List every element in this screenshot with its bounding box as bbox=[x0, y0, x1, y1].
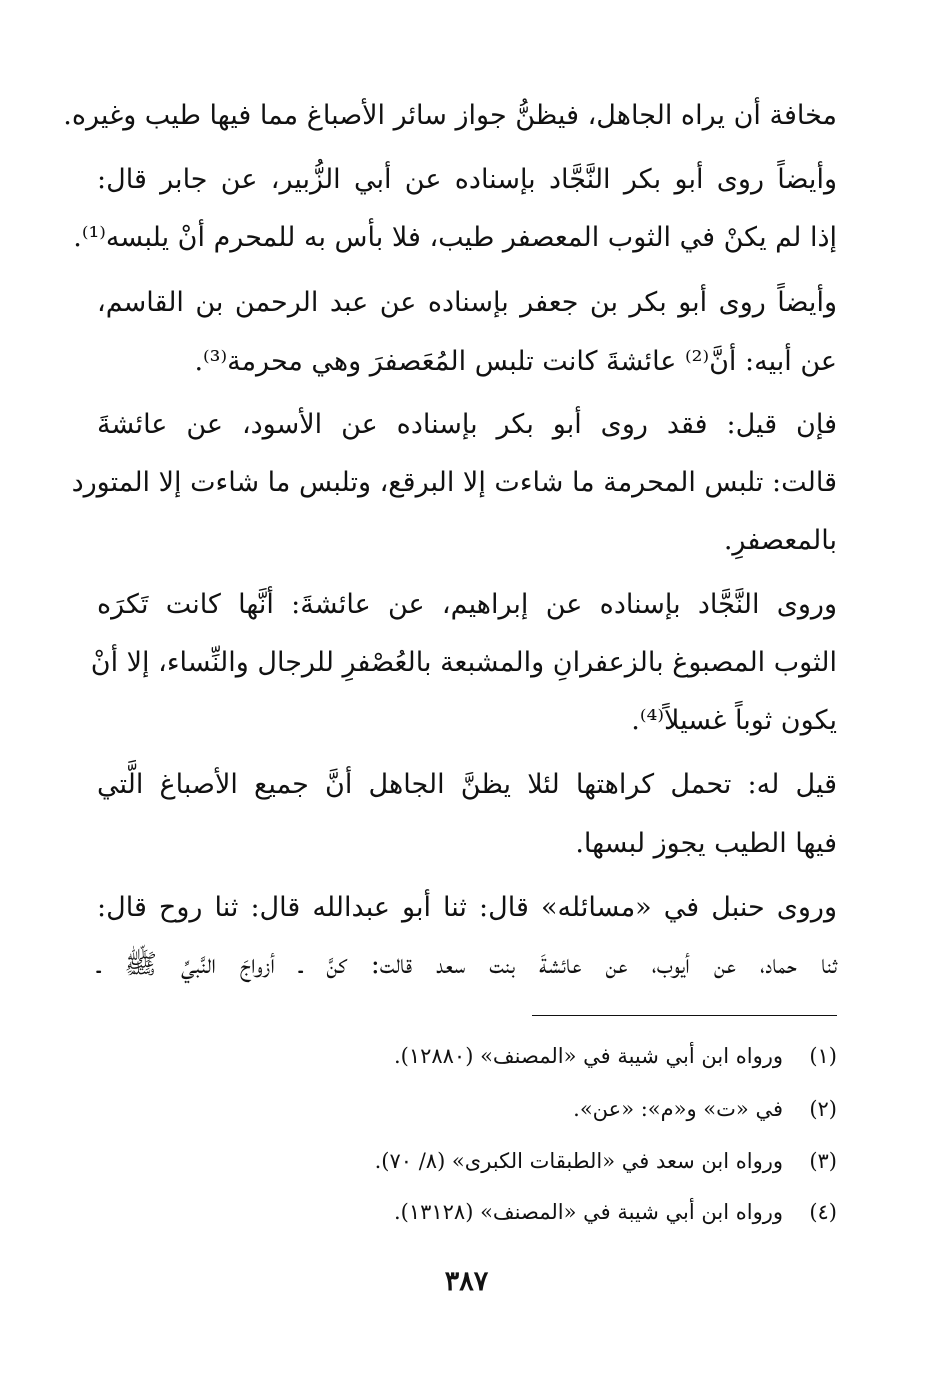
footnote bbox=[97, 1196, 837, 1228]
body-line: عن أبيه: أنَّ⁽²⁾ عائشةَ كانت تلبس المُعَصفرَ وهي محرمة⁽³⁾. bbox=[194, 346, 837, 377]
body-line: الثوب المصبوغ بالزعفرانِ والمشبعة بالعُصْفرِ للرجال والنِّساء، إلا أنْ bbox=[90, 647, 837, 678]
body-line: وأيضاً روى أبو بكر النَّجَّاد بإسناده عن أبي الزُّبير، عن جابر قال: bbox=[97, 164, 837, 195]
footnote-text: ورواه ابن سعد في «الطبقات الكبرى» (٨/ ٧٠). bbox=[374, 1149, 783, 1173]
footnote-number: (٢) bbox=[809, 1097, 837, 1121]
body-line: يكون ثوباً غسيلاً⁽⁴⁾. bbox=[631, 705, 837, 736]
footnote bbox=[97, 1093, 837, 1125]
body-line: بالمعصفرِ. bbox=[723, 525, 837, 556]
body-line: فيها الطيب يجوز لبسها. bbox=[575, 828, 837, 859]
footnote bbox=[97, 1145, 837, 1177]
body-line: وأيضاً روى أبو بكر بن جعفر بإسناده عن عبد الرحمن بن القاسم، bbox=[97, 287, 837, 318]
body-line: وروى النَّجَّاد بإسناده عن إبراهيم، عن عائشةَ: أنَّها كانت تَكرَه bbox=[97, 589, 837, 620]
footnote-text: في «ت» و«م»: «عن». bbox=[573, 1097, 783, 1121]
footnote-number: (٣) bbox=[809, 1149, 837, 1173]
footnote-number: (٤) bbox=[809, 1200, 837, 1224]
body-line: وروى حنبل في «مسائله» قال: ثنا أبو عبدالله قال: ثنا روح قال: bbox=[97, 892, 837, 923]
body-line: ثنا حماد، عن أيوب، عن عائشةَ بنت سعد قالت: كنَّ ـ أزواجَ النَّبيِّ ﷺ ـ bbox=[97, 949, 837, 980]
footnote-separator bbox=[532, 1015, 837, 1016]
footnote-number: (١) bbox=[809, 1044, 837, 1068]
body-line: فإن قيل: فقد روى أبو بكر بإسناده عن الأسود، عن عائشةَ bbox=[97, 409, 837, 440]
page-number: ٣٨٧ bbox=[444, 1266, 489, 1297]
body-line: مخافة أن يراه الجاهل، فيظنُّ جواز سائر الأصباغ مما فيها طيب وغيره. bbox=[63, 100, 837, 131]
body-line: قالت: تلبس المحرمة ما شاءت إلا البرقع، وتلبس ما شاءت إلا المتورد bbox=[71, 467, 837, 498]
body-line: قيل له: تحمل كراهتها لئلا يظنَّ الجاهل أنَّ جميع الأصباغ الَّتي bbox=[97, 769, 837, 800]
footnote-text: ورواه ابن أبي شيبة في «المصنف» (١٣١٢٨). bbox=[393, 1200, 783, 1224]
body-line: إذا لم يكنْ في الثوب المعصفر طيب، فلا بأس به للمحرم أنْ يلبسه⁽¹⁾. bbox=[73, 222, 837, 253]
footnote bbox=[97, 1040, 837, 1072]
footnote-text: ورواه ابن أبي شيبة في «المصنف» (١٢٨٨٠). bbox=[393, 1044, 783, 1068]
